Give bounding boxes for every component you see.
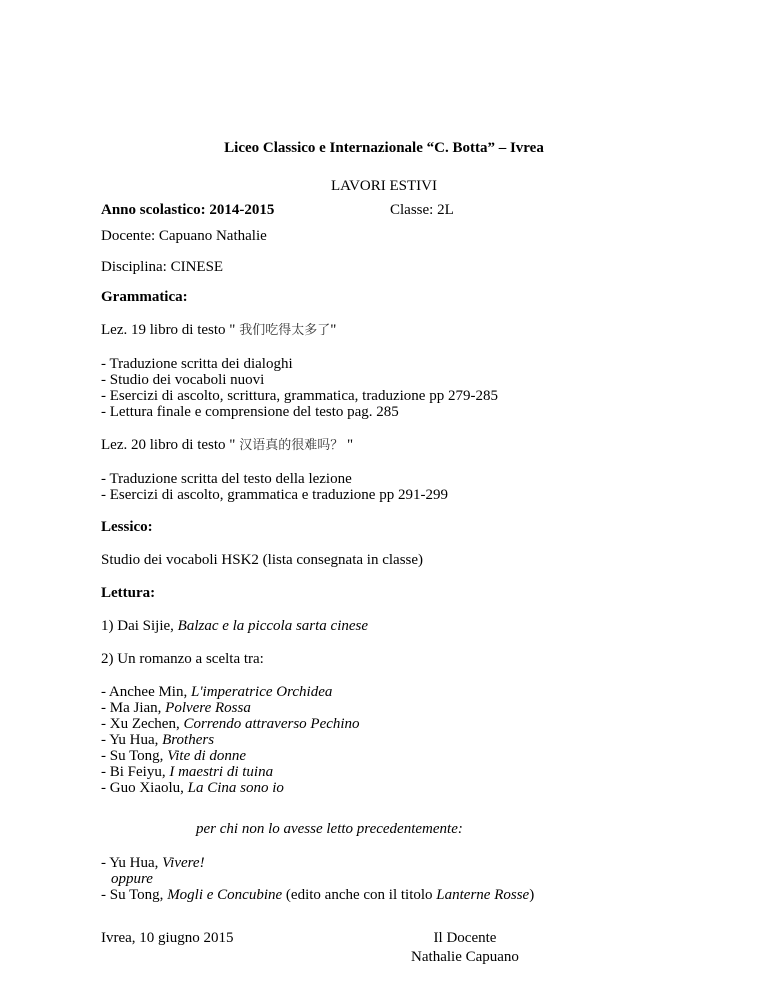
book-item: - Xu Zechen, Correndo attraverso Pechino xyxy=(101,716,360,732)
alt-book-1: - Yu Hua, Vivere! xyxy=(101,855,205,871)
book-item: - Guo Xiaolu, La Cina sono io xyxy=(101,780,284,796)
book-item: - Su Tong, Vite di donne xyxy=(101,748,247,764)
list-item: - Esercizi di ascolto, grammatica e traduzione pp 291-299 xyxy=(101,487,448,503)
book-item: - Bi Feiyu, I maestri di tuina xyxy=(101,764,274,780)
book-item: - Yu Hua, Brothers xyxy=(101,732,215,748)
note: per chi non lo avesse letto precedentemente: xyxy=(196,821,463,837)
list-item: - Lettura finale e comprensione del testo pag. 285 xyxy=(101,404,399,420)
signature-role: Il Docente xyxy=(433,930,497,946)
school-year: Anno scolastico: 2014-2015 xyxy=(101,202,275,218)
document-title: LAVORI ESTIVI xyxy=(331,178,437,194)
teacher: Docente: Capuano Nathalie xyxy=(101,228,267,244)
book-item: - Anchee Min, L'imperatrice Orchidea xyxy=(101,684,333,700)
school-name: Liceo Classico e Internazionale “C. Botta” – Ivrea xyxy=(224,140,544,156)
place-date: Ivrea, 10 giugno 2015 xyxy=(101,930,234,946)
subject: Disciplina: CINESE xyxy=(101,259,224,275)
grammar-heading: Grammatica: xyxy=(101,289,188,305)
list-item: - Esercizi di ascolto, scrittura, grammatica, traduzione pp 279-285 xyxy=(101,388,498,404)
reading-item-2: 2) Un romanzo a scelta tra: xyxy=(101,651,264,667)
class: Classe: 2L xyxy=(390,202,454,218)
lesson-20: Lez. 20 libro di testo " 汉语真的很难吗？ " xyxy=(101,437,354,453)
book-item: - Ma Jian, Polvere Rossa xyxy=(101,700,251,716)
reading-item-1: 1) Dai Sijie, Balzac e la piccola sarta cinese xyxy=(101,618,369,634)
reading-heading: Lettura: xyxy=(101,585,156,601)
lesson-19: Lez. 19 libro di testo " 我们吃得太多了" xyxy=(101,322,337,338)
list-item: - Traduzione scritta del testo della lezione xyxy=(101,471,352,487)
lexicon-heading: Lessico: xyxy=(101,519,153,535)
signature-name: Nathalie Capuano xyxy=(411,949,519,965)
or-text: oppure xyxy=(111,871,153,887)
lexicon-text: Studio dei vocaboli HSK2 (lista consegnata in classe) xyxy=(101,552,424,568)
alt-book-2: - Su Tong, Mogli e Concubine (edito anche con il titolo Lanterne Rosse) xyxy=(101,887,535,903)
list-item: - Traduzione scritta dei dialoghi xyxy=(101,356,293,372)
list-item: - Studio dei vocaboli nuovi xyxy=(101,372,265,388)
